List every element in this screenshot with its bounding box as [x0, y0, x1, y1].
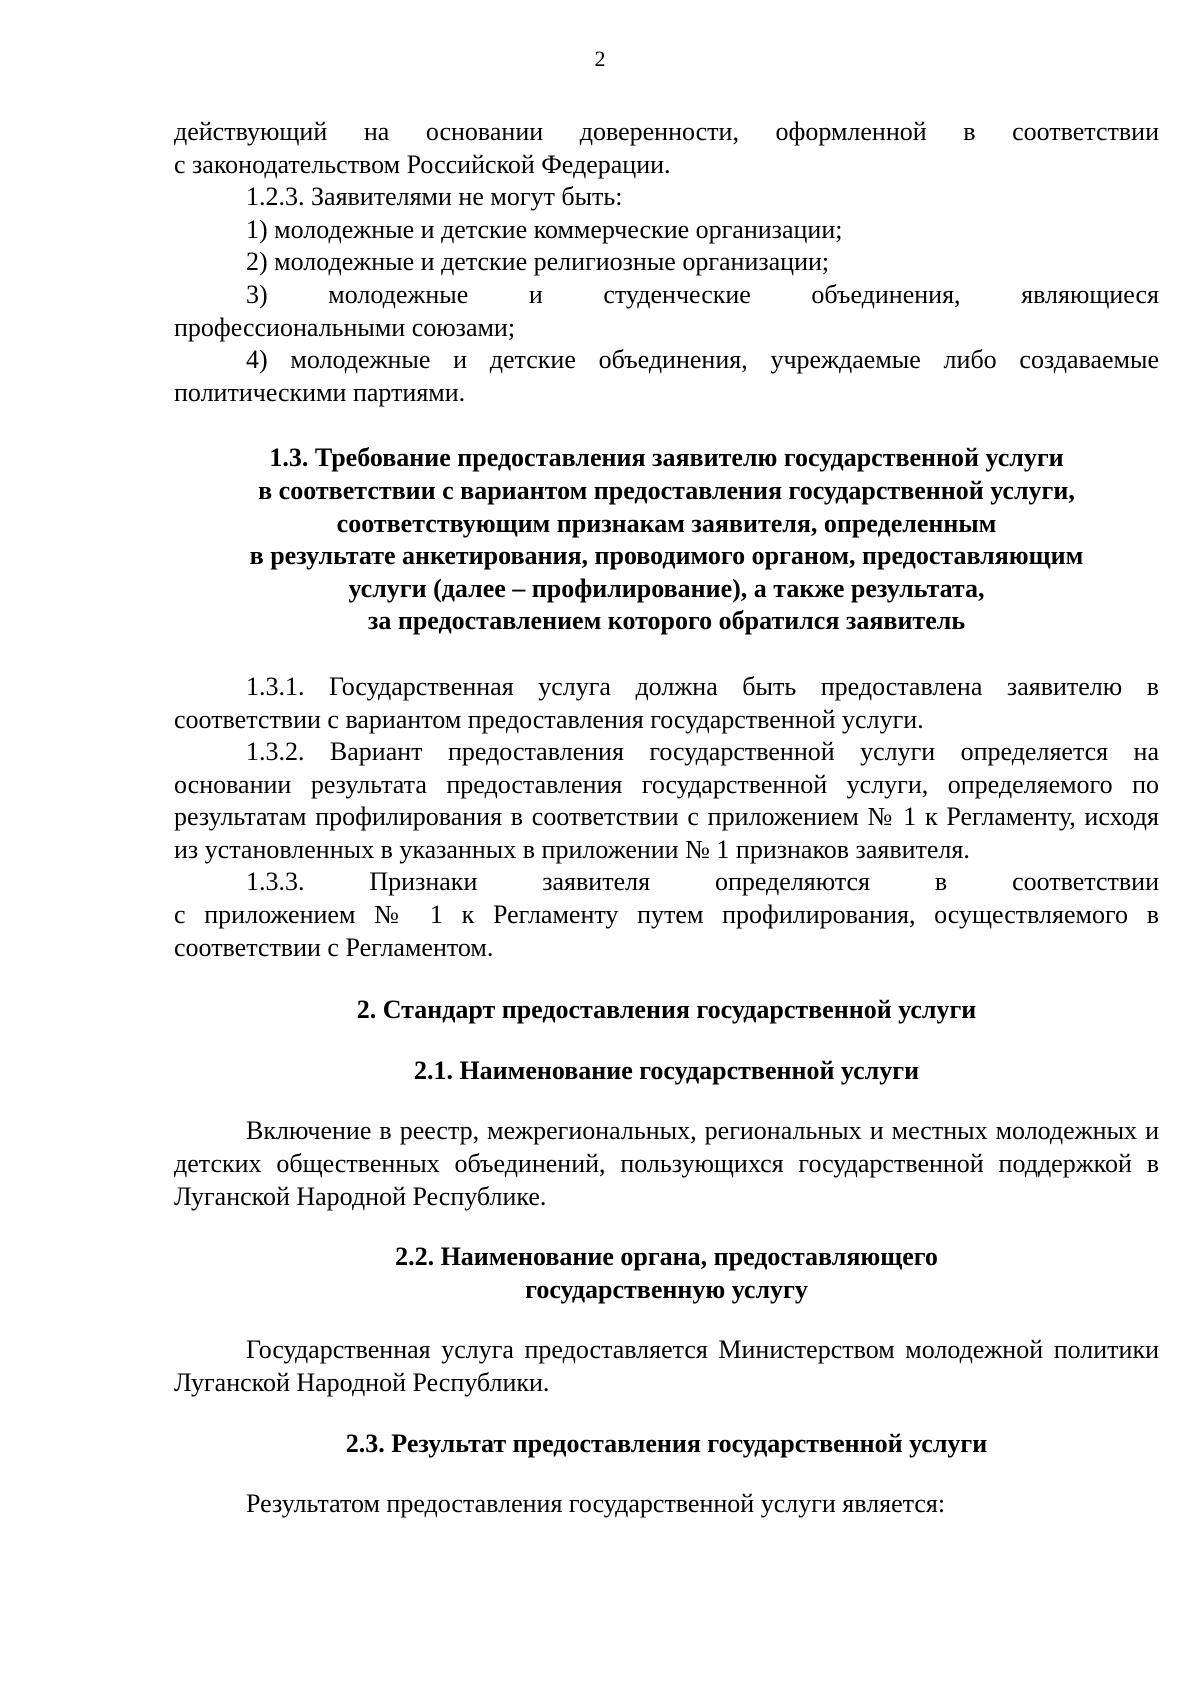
list-item-3-line-1: 3) молодежные и студенческие объединения, являющиеся: [246, 279, 1159, 309]
heading-1-3-line: в результате анкетирования, проводимого органом, предоставляющим: [249, 541, 1084, 571]
list-item-2: 2) молодежные и детские религиозные организации;: [246, 247, 830, 277]
paragraph-providing-body: Государственная услуга предоставляется Министерством молодежной политики Луганской Народной Республики.: [174, 1335, 1159, 1397]
page-number: 2: [594, 46, 606, 71]
paragraph-service-name: Включение в реестр, межрегиональных, региональных и местных молодежных и детских общественных объединений, пользующихся государственной поддержкой в Луганской Народной Республике.: [174, 1116, 1159, 1211]
heading-1-3-line: соответствующим признакам заявителя, определенным: [336, 508, 997, 538]
paragraph-applicant-representative-line-2: с законодательством Российской Федерации.: [174, 149, 671, 179]
heading-2-2-line: государственную услугу: [525, 1274, 808, 1304]
heading-2-1: 2.1. Наименование государственной услуги: [413, 1055, 920, 1085]
heading-2-2: [174, 1241, 1159, 1306]
heading-1-3-line: за предоставлением которого обратился заявитель: [367, 606, 966, 636]
paragraph-1-3-2: 1.3.2. Вариант предоставления государственной услуги определяется на основании результата предоставления государственной услуги, определяемого по результатам профилирования в соответствии с приложением № 1 к Регламенту, исходя из установленных в указанных в приложении № 1 признаков заявителя.: [174, 737, 1159, 864]
paragraph-service-result: Результатом предоставления государственной услуги является:: [246, 1489, 946, 1519]
heading-2-2-line: 2.2. Наименование органа, предоставляющего: [395, 1242, 938, 1272]
list-item-4: 4) молодежные и детские объединения, учреждаемые либо создаваемые политическими партиями.: [174, 345, 1159, 407]
list-item-1: 1) молодежные и детские коммерческие организации;: [246, 214, 843, 244]
heading-2-3: 2.3. Результат предоставления государственной услуги: [345, 1428, 988, 1458]
heading-1-3: [174, 442, 1159, 638]
paragraph-1-3-3-line-1: 1.3.3. Признаки заявителя определяются в соответствии: [246, 867, 1159, 897]
list-item-3-line-2: профессиональными союзами;: [174, 312, 516, 342]
paragraph-1-3-1: 1.3.1. Государственная услуга должна быть предоставлена заявителю в соответствии с вариантом предоставления государственной услуги.: [174, 671, 1159, 734]
document-body: [174, 116, 1159, 1521]
paragraph-applicant-representative-line-1: действующий на основании доверенности, оформленной в соответствии: [174, 117, 1159, 146]
heading-1-3-line: 1.3. Требование предоставления заявителю государственной услуги: [269, 443, 1064, 473]
heading-2: 2. Стандарт предоставления государственной услуги: [356, 995, 977, 1025]
heading-1-3-line: в соответствии с вариантом предоставления государственной услуги,: [258, 475, 1075, 505]
heading-1-3-line: услуги (далее – профилирование), а также результата,: [348, 573, 985, 603]
paragraph-1-3-3-line-2: с приложением № 1 к Регламенту путем профилирования, осуществляемого в соответствии с Регламентом.: [174, 900, 1159, 962]
paragraph-1-2-3: 1.2.3. Заявителями не могут быть:: [246, 182, 623, 212]
